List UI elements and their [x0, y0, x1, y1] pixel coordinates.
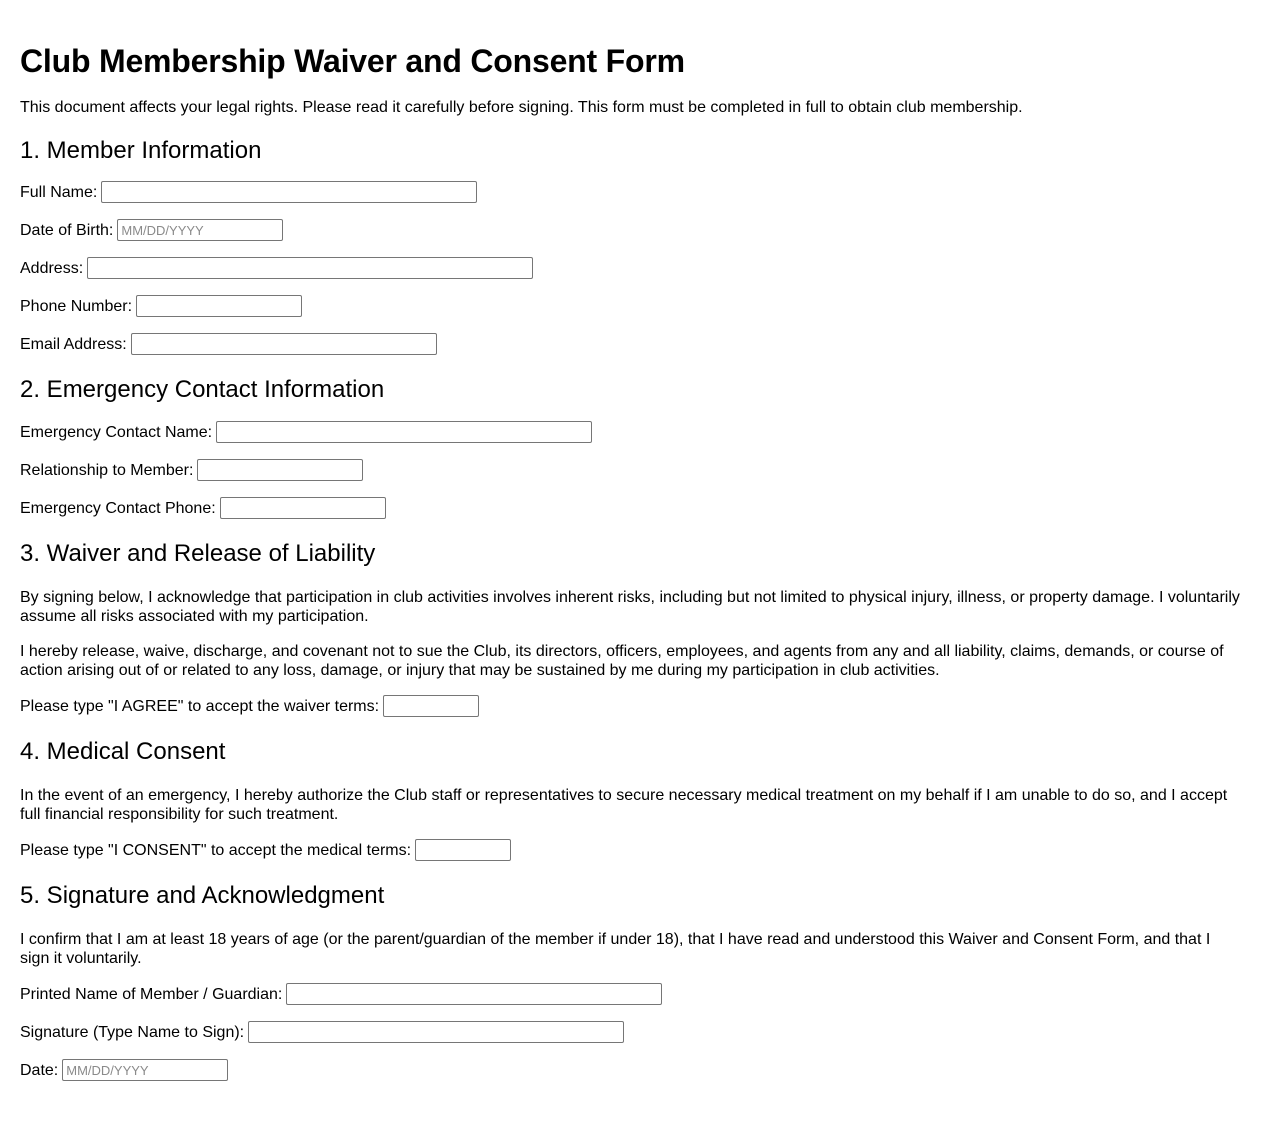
email-input[interactable] — [131, 333, 437, 355]
consent-input[interactable] — [415, 839, 511, 861]
dob-row — [20, 218, 1242, 242]
waiver-paragraph-2: I hereby release, waive, discharge, and covenant not to sue the Club, its directors, officers, employees, and agents from any and all liability, claims, demands, or course of action arising out of or related to any loss, damage, or injury that may be sustained by me during my participation in club activities. — [20, 643, 1224, 679]
emergency-name-label: Emergency Contact Name: — [20, 423, 213, 441]
section-heading-member-information: 1. Member Information — [20, 137, 262, 164]
date-input[interactable] — [62, 1059, 228, 1081]
phone-input[interactable] — [136, 295, 302, 317]
relationship-input[interactable] — [197, 459, 363, 481]
section-heading-medical-consent: 4. Medical Consent — [20, 738, 226, 765]
dob-label: Date of Birth: — [20, 221, 114, 239]
phone-label: Phone Number: — [20, 297, 133, 315]
consent-label: Please type "I CONSENT" to accept the medical terms: — [20, 841, 412, 859]
email-row — [20, 332, 1242, 356]
full-name-row — [20, 180, 1242, 204]
date-label: Date: — [20, 1061, 59, 1079]
signature-input[interactable] — [248, 1021, 624, 1043]
address-row — [20, 256, 1242, 280]
emergency-name-input[interactable] — [216, 421, 592, 443]
signature-label: Signature (Type Name to Sign): — [20, 1023, 245, 1041]
agree-row — [20, 694, 1242, 718]
full-name-label: Full Name: — [20, 183, 98, 201]
address-label: Address: — [20, 259, 84, 277]
full-name-input[interactable] — [101, 181, 477, 203]
dob-input[interactable] — [117, 219, 283, 241]
relationship-label: Relationship to Member: — [20, 461, 194, 479]
page-title: Club Membership Waiver and Consent Form — [20, 43, 685, 79]
relationship-row — [20, 458, 1242, 482]
medical-paragraph: In the event of an emergency, I hereby authorize the Club staff or representatives to secure necessary medical treatment on my behalf if I am unable to do so, and I accept full financial responsibility for such treatment. — [20, 787, 1228, 823]
emergency-name-row — [20, 420, 1242, 444]
agree-input[interactable] — [383, 695, 479, 717]
date-row — [20, 1058, 1242, 1082]
section-heading-emergency-contact: 2. Emergency Contact Information — [20, 376, 385, 403]
section-heading-signature: 5. Signature and Acknowledgment — [20, 882, 385, 909]
printed-name-row — [20, 982, 1242, 1006]
printed-name-input[interactable] — [286, 983, 662, 1005]
emergency-phone-row — [20, 496, 1242, 520]
email-label: Email Address: — [20, 335, 127, 353]
emergency-phone-label: Emergency Contact Phone: — [20, 499, 216, 517]
acknowledgment-paragraph: I confirm that I am at least 18 years of age (or the parent/guardian of the member if under 18), that I have read and understood this Waiver and Consent Form, and that I sign it voluntarily. — [20, 931, 1211, 967]
printed-name-label: Printed Name of Member / Guardian: — [20, 985, 283, 1003]
emergency-phone-input[interactable] — [220, 497, 386, 519]
consent-row — [20, 838, 1242, 862]
agree-label: Please type "I AGREE" to accept the waiver terms: — [20, 697, 380, 715]
waiver-paragraph-1: By signing below, I acknowledge that participation in club activities involves inherent risks, including but not limited to physical injury, illness, or property damage. I voluntarily assume all risks associated with my participation. — [20, 589, 1240, 625]
phone-row — [20, 294, 1242, 318]
address-input[interactable] — [87, 257, 533, 279]
signature-row — [20, 1020, 1242, 1044]
intro-text: This document affects your legal rights. Please read it carefully before signing. This form must be completed in full to obtain club membership. — [20, 99, 1023, 116]
section-heading-waiver: 3. Waiver and Release of Liability — [20, 540, 376, 567]
